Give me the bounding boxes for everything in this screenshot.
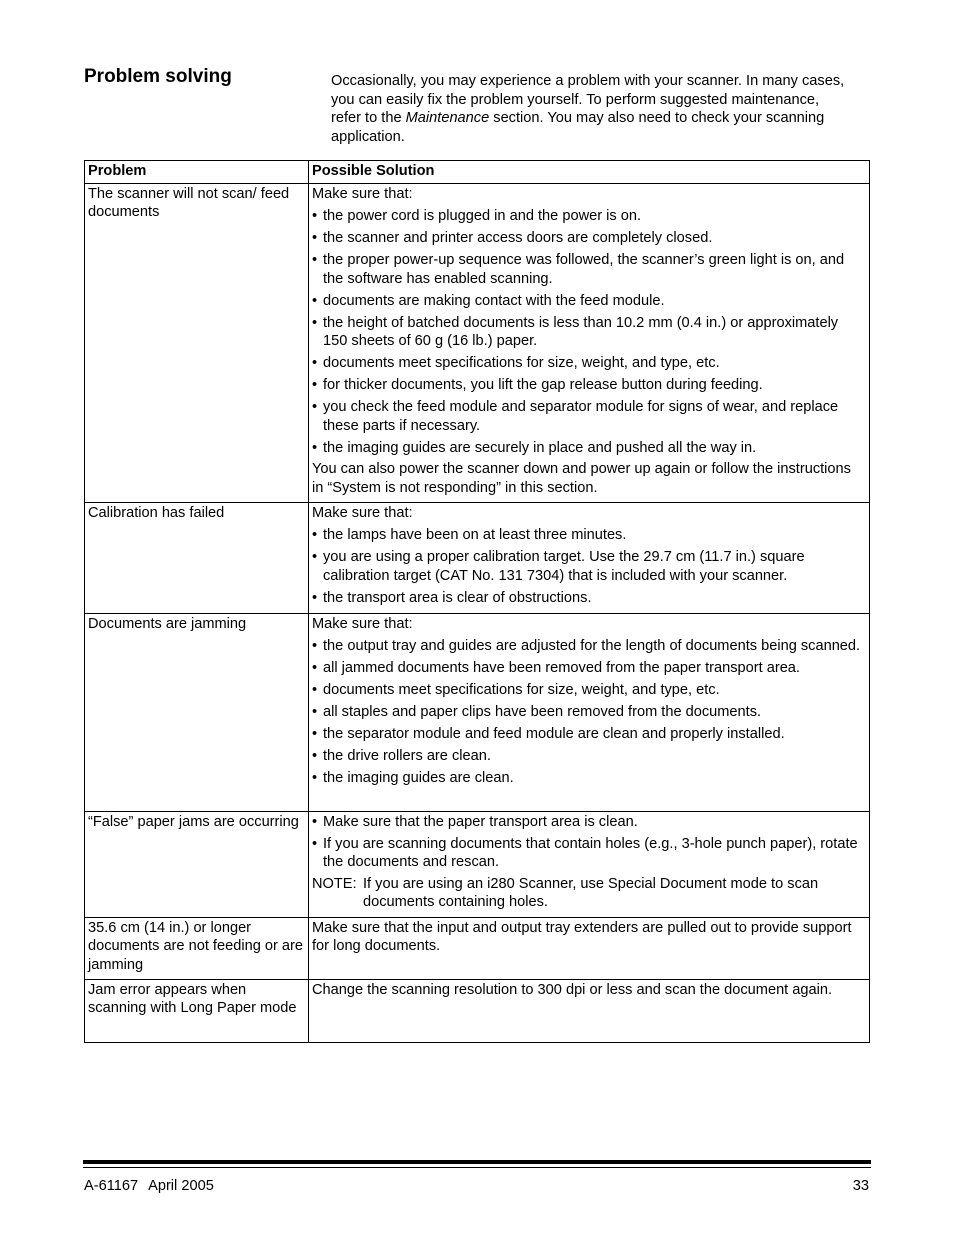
solution-text: Change the scanning resolution to 300 dpi or less and scan the document again. bbox=[312, 981, 833, 998]
solution-list bbox=[312, 207, 866, 457]
list-item: • the proper power-up sequence was followed, the scanner’s green light is on, and the software has enabled scanning. bbox=[312, 251, 866, 288]
list-item: • the separator module and feed module are clean and properly installed. bbox=[312, 725, 866, 744]
list-item: • the imaging guides are securely in place and pushed all the way in. bbox=[312, 439, 866, 458]
footer-rule bbox=[83, 1160, 871, 1164]
note-text: If you are using an i280 Scanner, use Special Document mode to scan documents containing holes. bbox=[363, 875, 819, 911]
list-item: • all staples and paper clips have been removed from the documents. bbox=[312, 703, 866, 722]
list-item: • Make sure that the paper transport area is clean. bbox=[312, 813, 866, 832]
table-row bbox=[85, 979, 870, 1042]
header-problem: Problem bbox=[85, 161, 309, 184]
footer-doc-info bbox=[84, 1178, 214, 1194]
solution-cell bbox=[309, 917, 870, 979]
problem-text: Documents are jamming bbox=[88, 615, 247, 632]
list-item: • documents meet specifications for size, weight, and type, etc. bbox=[312, 681, 866, 700]
table-row bbox=[85, 183, 870, 502]
footer-date: April 2005 bbox=[148, 1178, 214, 1194]
solution-list bbox=[312, 637, 866, 788]
intro-text-2: section. You may also need to check your scanning application. bbox=[331, 110, 825, 145]
problem-solution-table bbox=[84, 160, 870, 1043]
page-number: 33 bbox=[852, 1178, 869, 1194]
intro-maintenance-reference: Maintenance bbox=[405, 110, 490, 127]
list-item: • the height of batched documents is less than 10.2 mm (0.4 in.) or approximately 150 sheets of 60 g (16 lb.) paper. bbox=[312, 314, 866, 351]
list-item: • you check the feed module and separator module for signs of wear, and replace these parts if necessary. bbox=[312, 398, 866, 435]
footer-rule-thin bbox=[83, 1167, 871, 1168]
table-row bbox=[85, 917, 870, 979]
solution-text: Make sure that the input and output tray extenders are pulled out to provide support for long documents. bbox=[312, 919, 852, 955]
solution-lead: Make sure that: bbox=[312, 185, 413, 202]
problem-text: 35.6 cm (14 in.) or longer documents are not feeding or are jamming bbox=[88, 919, 303, 973]
list-item: • the drive rollers are clean. bbox=[312, 747, 866, 766]
table-row bbox=[85, 502, 870, 613]
problem-cell bbox=[85, 613, 309, 811]
problem-cell bbox=[85, 502, 309, 613]
solution-cell bbox=[309, 502, 870, 613]
solution-cell bbox=[309, 183, 870, 502]
header-possible-solution: Possible Solution bbox=[309, 161, 870, 184]
solution-tail: You can also power the scanner down and power up again or follow the instructions in “System is not responding” in this section. bbox=[312, 461, 851, 497]
problem-cell bbox=[85, 979, 309, 1042]
solution-cell bbox=[309, 979, 870, 1042]
list-item: • for thicker documents, you lift the gap release button during feeding. bbox=[312, 376, 866, 395]
section-title: Problem solving bbox=[84, 66, 232, 87]
solution-cell bbox=[309, 613, 870, 811]
note-label: NOTE: bbox=[312, 875, 357, 892]
table-row bbox=[85, 613, 870, 811]
list-item: • the output tray and guides are adjusted for the length of documents being scanned. bbox=[312, 637, 866, 656]
problem-text: The scanner will not scan/ feed documents bbox=[88, 185, 290, 221]
problem-cell bbox=[85, 183, 309, 502]
solution-list bbox=[312, 813, 866, 872]
solution-cell bbox=[309, 811, 870, 917]
problem-text: Jam error appears when scanning with Long Paper mode bbox=[88, 981, 297, 1017]
list-item: • the power cord is plugged in and the power is on. bbox=[312, 207, 866, 226]
list-item: • you are using a proper calibration target. Use the 29.7 cm (11.7 in.) square calibration target (CAT No. 131 7304) that is included with your scanner. bbox=[312, 548, 866, 585]
solution-lead: Make sure that: bbox=[312, 504, 413, 521]
list-item: • documents are making contact with the feed module. bbox=[312, 292, 866, 311]
intro-text-1: Occasionally, you may experience a problem with your scanner. In many cases, you can easily fix the problem yourself. To perform suggested maintenance, refer to the bbox=[331, 73, 845, 127]
intro-paragraph bbox=[331, 72, 851, 146]
solution-list bbox=[312, 526, 866, 607]
list-item: • all jammed documents have been removed from the paper transport area. bbox=[312, 659, 866, 678]
problem-cell bbox=[85, 811, 309, 917]
table-header-row bbox=[85, 161, 870, 184]
list-item: • the transport area is clear of obstructions. bbox=[312, 589, 866, 608]
list-item: • the scanner and printer access doors are completely closed. bbox=[312, 229, 866, 248]
list-item: • If you are scanning documents that contain holes (e.g., 3-hole punch paper), rotate the documents and rescan. bbox=[312, 835, 866, 872]
list-item: • documents meet specifications for size, weight, and type, etc. bbox=[312, 354, 866, 373]
note bbox=[312, 875, 866, 912]
problem-cell bbox=[85, 917, 309, 979]
table-row bbox=[85, 811, 870, 917]
list-item: • the lamps have been on at least three minutes. bbox=[312, 526, 866, 545]
solution-lead: Make sure that: bbox=[312, 615, 413, 632]
problem-text: Calibration has failed bbox=[88, 504, 225, 521]
list-item: • the imaging guides are clean. bbox=[312, 769, 866, 788]
problem-text: “False” paper jams are occurring bbox=[88, 813, 299, 830]
footer-doc-number: A-61167 bbox=[84, 1178, 139, 1194]
